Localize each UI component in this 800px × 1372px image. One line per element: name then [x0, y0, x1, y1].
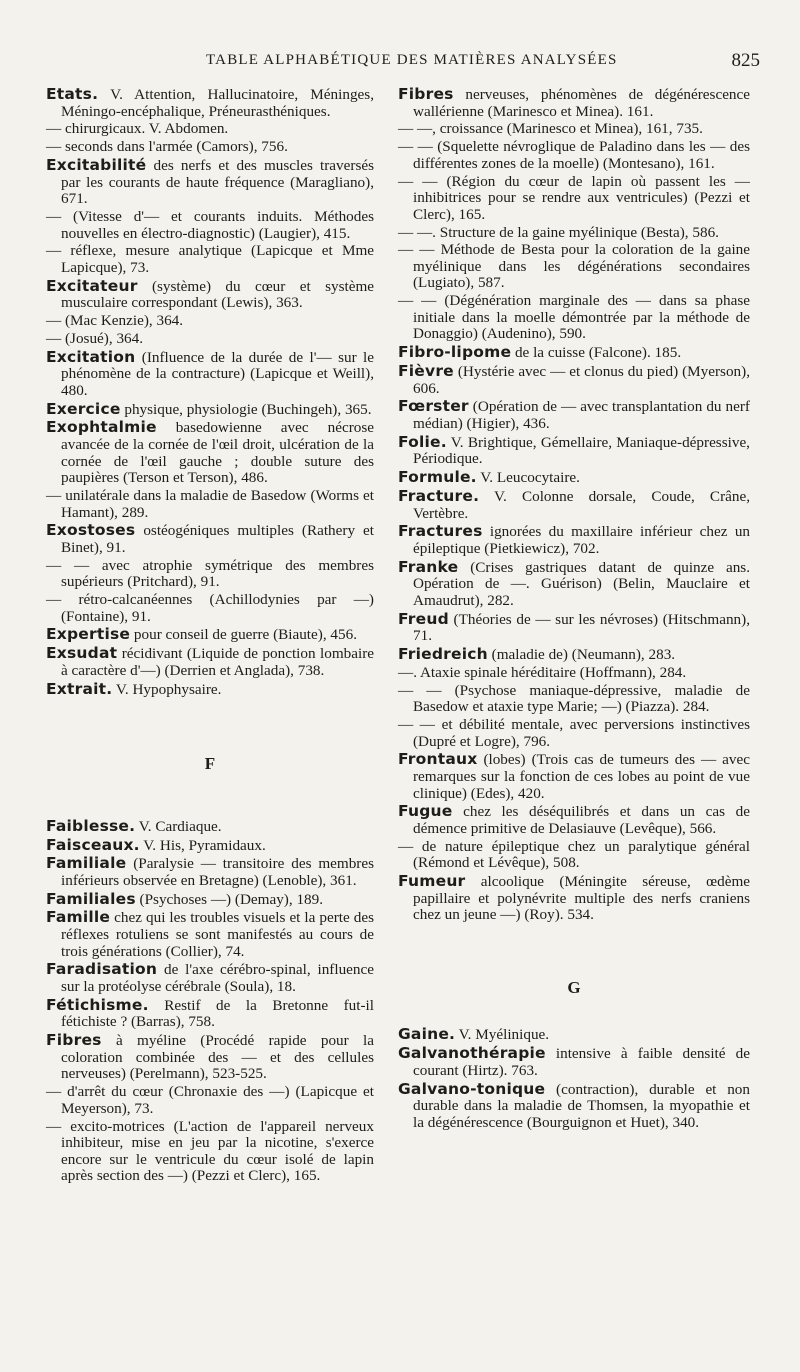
entry-text: — —, croissance (Marinesco et Minea), 161, 735. — [398, 120, 703, 138]
entry-text: V. Hypophysaire. — [115, 680, 222, 698]
entry-text: intensive à faible densité de courant (Hirtz). 763. — [413, 1045, 751, 1079]
entry-text: (Paralysie — transitoire des membres inférieurs observée en Bretagne) (Lenoble), 361. — [61, 855, 375, 889]
entry-headword: Fractures — [398, 522, 483, 541]
entry-text: — excito-motrices (L'action de l'appareil nerveux inhibiteur, mise en jeu par la nicotine, s'exerce encore sur le ventricule du cœur isolé de lapin après section des —) (Pezzi et Clerc), 165. — [46, 1117, 374, 1185]
index-entry — [46, 522, 374, 556]
entry-headword: Fibro-lipome — [398, 343, 512, 362]
index-entry — [398, 873, 750, 924]
entry-headword: Folie. — [398, 432, 447, 451]
index-subentry — [398, 293, 750, 343]
index-subentry — [46, 1119, 374, 1185]
index-subentry — [398, 174, 750, 224]
entry-headword: Exercice — [46, 399, 121, 418]
entry-text: — réflexe, mesure analytique (Lapicque et Mme Lapicque), 73. — [46, 242, 374, 276]
entry-text: chez les déséquilibrés et dans un cas de démence primitive de Delasiauve (Levêque), 566. — [413, 803, 750, 837]
entry-text: basedowienne avec nécrose avancée de la cornée de l'œil droit, ulcération de la cornée de l'œil gauche ; double suture des paupières (Terson et Terson), 486. — [61, 419, 374, 487]
entry-text: pour conseil de guerre (Biaute), 456. — [133, 626, 358, 644]
entry-text: — (Vitesse d'— et courants induits. Méthodes nouvelles en électro-diagnostic) (Laugier), 415. — [46, 207, 374, 242]
left-column — [46, 86, 374, 1186]
entry-headword: Fièvre — [398, 362, 454, 380]
index-subentry — [398, 839, 750, 872]
entry-text: récidivant (Liquide de ponction lombaire à caractère d'—) (Derrien et Anglada), 738. — [61, 645, 375, 679]
index-entry — [398, 398, 750, 432]
entry-text: (contraction), durable et non durable dans la maladie de Thomsen, la myopathie et la dégénérescence (Bourguignon et Huet), 340. — [413, 1080, 750, 1131]
entry-text: ostéogéniques multiples (Rathery et Binet), 91. — [61, 522, 375, 556]
entry-text: — — (Squelette névroglique de Paladino dans les — des différentes zones de la moelle) (Montesano), 161. — [398, 138, 750, 172]
section-letter-heading: F — [204, 754, 216, 774]
entry-text: (Influence de la durée de l'— sur le phénomène de la contracture) (Lapicque et Weill), 480. — [61, 348, 375, 399]
entry-headword: Friedreich — [398, 645, 488, 663]
entry-text: à myéline (Procédé rapide pour la coloration combinée des — et des cellules nerveuses) (Perelmann), 523-525. — [61, 1032, 374, 1083]
entry-headword: Faisceaux. — [46, 835, 140, 854]
index-entry — [398, 488, 750, 522]
index-subentry — [46, 313, 374, 330]
index-subentry — [398, 717, 750, 750]
index-subentry — [398, 242, 750, 292]
entry-text: — rétro-calcanéennes (Achillodynies par —) (Fontaine), 91. — [46, 591, 374, 625]
entry-text: ignorées du maxillaire inférieur chez un épileptique (Pietkiewicz), 702. — [413, 523, 751, 557]
index-entry — [46, 1032, 374, 1083]
index-entry — [46, 157, 374, 208]
index-subentry — [46, 139, 374, 156]
entry-text: — — (Dégénération marginale des — dans sa phase initiale dans la moelle démontrée par la méthode de Donaggio) (Audenino), 590. — [398, 292, 750, 343]
entry-text: — seconds dans l'armée (Camors), 756. — [46, 138, 288, 156]
entry-text: — (Josué), 364. — [46, 329, 144, 347]
entry-headword: Frontaux — [398, 750, 478, 769]
entry-headword: Fugue — [398, 802, 453, 821]
index-subentry — [398, 121, 750, 138]
entry-text: V. Myélinique. — [458, 1026, 550, 1044]
index-subentry — [398, 683, 750, 716]
entry-text: (Opération de — avec transplantation du nerf médian) (Higier), 436. — [413, 398, 750, 432]
entry-headword: Faiblesse. — [46, 816, 136, 835]
entry-text: — — (Psychose maniaque-dépressive, maladie de Basedow et ataxie type Marie; —) (Piazza). 284. — [398, 681, 750, 716]
entry-headword: Exophtalmie — [46, 418, 157, 437]
index-entry — [398, 86, 750, 120]
entry-text: des nerfs et des muscles traversés par les courants de haute fréquence (Maragliano), 671. — [61, 156, 375, 208]
index-entry — [46, 961, 374, 995]
entry-text: physique, physiologie (Buchingeh), 365. — [124, 400, 372, 418]
index-subentry — [46, 488, 374, 521]
index-entry — [46, 278, 374, 312]
index-entry — [46, 86, 374, 120]
index-subentry — [46, 243, 374, 276]
index-entry — [398, 803, 750, 837]
index-entry — [398, 344, 750, 362]
index-subentry — [46, 121, 374, 138]
entry-headword: Fœrster — [398, 397, 469, 416]
index-entry — [46, 891, 374, 909]
entry-text: — — avec atrophie symétrique des membres supérieurs (Pritchard), 91. — [46, 556, 374, 591]
entry-headword: Familiale — [46, 854, 127, 873]
index-entry — [46, 909, 374, 960]
index-entry — [46, 837, 374, 855]
entry-headword: Galvano-tonique — [398, 1079, 546, 1098]
entry-text: V. Cardiaque. — [138, 817, 222, 835]
index-entry — [398, 363, 750, 397]
entry-text: chez qui les troubles visuels et la perte des réflexes rotuliens se sont manifestés au cours de trois générations (Collier), 74. — [61, 909, 375, 960]
index-entry — [46, 855, 374, 889]
entry-headword: Fétichisme. — [46, 995, 149, 1014]
entry-text: (Psychoses —) (Demay), 189. — [139, 890, 324, 908]
index-entry — [398, 751, 750, 802]
entry-headword: Gaine. — [398, 1025, 456, 1044]
entry-text: de la cuisse (Falcone). 185. — [514, 344, 682, 362]
entry-headword: Exostoses — [46, 521, 136, 540]
entry-text: (maladie de) (Neumann), 283. — [491, 646, 676, 663]
entry-text: — — Méthode de Besta pour la coloration de la gaine myélinique dans les dégénérations secondaires (Lugiato), 587. — [398, 241, 750, 292]
index-entry — [398, 611, 750, 645]
index-entry — [46, 401, 374, 419]
entry-text: — d'arrêt du cœur (Chronaxie des —) (Lapicque et Meyerson), 73. — [46, 1083, 374, 1117]
index-entry — [46, 626, 374, 644]
entry-text: —. Ataxie spinale héréditaire (Hoffmann), 284. — [398, 663, 687, 681]
index-entry — [398, 523, 750, 557]
entry-headword: Fibres — [46, 1031, 102, 1050]
index-entry — [398, 469, 750, 487]
index-subentry — [46, 331, 374, 348]
index-entry — [46, 349, 374, 400]
entry-text: — de nature épileptique chez un paralytique général (Rémond et Lévêque), 508. — [398, 837, 750, 872]
entry-headword: Etats. — [46, 85, 99, 103]
index-entry — [398, 434, 750, 468]
entry-text: nerveuses, phénomènes de dégénérescence wallérienne (Marinesco et Minea). 161. — [413, 86, 751, 120]
entry-text: V. Leucocytaire. — [480, 469, 580, 487]
entry-headword: Franke — [398, 557, 459, 576]
index-entry — [398, 1045, 750, 1079]
index-entry — [398, 646, 750, 664]
entry-headword: Freud — [398, 609, 449, 628]
entry-text: (Crises gastriques datant de quinze ans. Opération de —. Guérison) (Belin, Mauclaire et Amaudrut), 282. — [413, 558, 751, 609]
index-subentry — [398, 665, 750, 682]
index-entry — [46, 818, 374, 836]
entry-headword: Formule. — [398, 468, 477, 487]
entry-headword: Expertise — [46, 625, 131, 644]
entry-headword: Fracture. — [398, 486, 480, 505]
entry-text: — —. Structure de la gaine myélinique (Besta), 586. — [398, 223, 719, 241]
index-entry — [398, 1026, 750, 1044]
entry-text: — unilatérale dans la maladie de Basedow (Worms et Hamant), 289. — [46, 486, 374, 521]
page-number: 825 — [731, 50, 760, 71]
index-entry — [398, 1081, 750, 1132]
index-subentry — [46, 1084, 374, 1117]
index-entry — [398, 559, 750, 610]
entry-text: V. Attention, Hallucinatoire, Méninges, Méningo-encéphalique, Préneurasthéniques. — [61, 86, 374, 120]
entry-headword: Faradisation — [46, 960, 158, 979]
entry-text: alcoolique (Méningite séreuse, œdème papillaire et polynévrite multiple des nerfs craniens chez un jeune —) (Roy). 534. — [413, 873, 750, 924]
index-subentry — [46, 558, 374, 591]
index-subentry — [398, 225, 750, 242]
entry-text: — — et débilité mentale, avec perversions instinctives (Dupré et Logre), 796. — [398, 715, 750, 750]
index-entry — [46, 997, 374, 1031]
entry-headword: Fibres — [398, 85, 454, 103]
entry-text: (lobes) (Trois cas de tumeurs des — avec remarques sur la fonction de ces lobes au point de vue clinique) (Edes), 420. — [413, 751, 751, 802]
entry-text: — — (Région du cœur de lapin où passent les — inhibitrices pour se rendre aux ventricules) (Pezzi et Clerc), 165. — [398, 172, 750, 223]
index-subentry — [398, 139, 750, 172]
entry-text: (Hystérie avec — et clonus du pied) (Myerson), 606. — [413, 363, 750, 397]
index-entry — [46, 419, 374, 486]
entry-headword: Excitateur — [46, 276, 138, 295]
index-entry — [46, 645, 374, 679]
entry-text: de l'axe cérébro-spinal, influence sur la protéolyse cérébrale (Soula), 18. — [61, 961, 374, 996]
index-subentry — [46, 209, 374, 242]
entry-headword: Famille — [46, 908, 111, 927]
running-header — [0, 50, 800, 74]
entry-text: — (Mac Kenzie), 364. — [46, 312, 184, 330]
index-entry — [46, 681, 374, 699]
entry-text: — chirurgicaux. V. Abdomen. — [46, 120, 229, 138]
entry-headword: Fumeur — [398, 872, 466, 891]
entry-text: V. Colonne dorsale, Coude, Crâne, Vertèbre. — [413, 487, 750, 522]
entry-text: V. Brightique, Gémellaire, Maniaque-dépressive, Périodique. — [413, 433, 750, 468]
entry-text: V. His, Pyramidaux. — [143, 836, 266, 854]
entry-headword: Galvanothérapie — [398, 1044, 546, 1063]
section-letter-heading: G — [567, 977, 581, 997]
entry-headword: Familiales — [46, 889, 136, 908]
entry-text: (Théories de — sur les névroses) (Hitschmann), 71. — [413, 610, 750, 645]
entry-text: Restif de la Bretonne fut-il fétichiste ? (Barras), 758. — [61, 996, 374, 1031]
entry-headword: Excitabilité — [46, 155, 147, 174]
entry-headword: Extrait. — [46, 679, 113, 698]
running-title: TABLE ALPHABÉTIQUE DES MATIÈRES ANALYSÉES — [206, 52, 618, 68]
entry-text: (système) du cœur et système musculaire correspondant (Lewis), 363. — [61, 277, 374, 312]
right-column — [398, 86, 750, 1133]
entry-headword: Excitation — [46, 347, 136, 366]
entry-headword: Exsudat — [46, 644, 118, 663]
index-subentry — [46, 592, 374, 625]
